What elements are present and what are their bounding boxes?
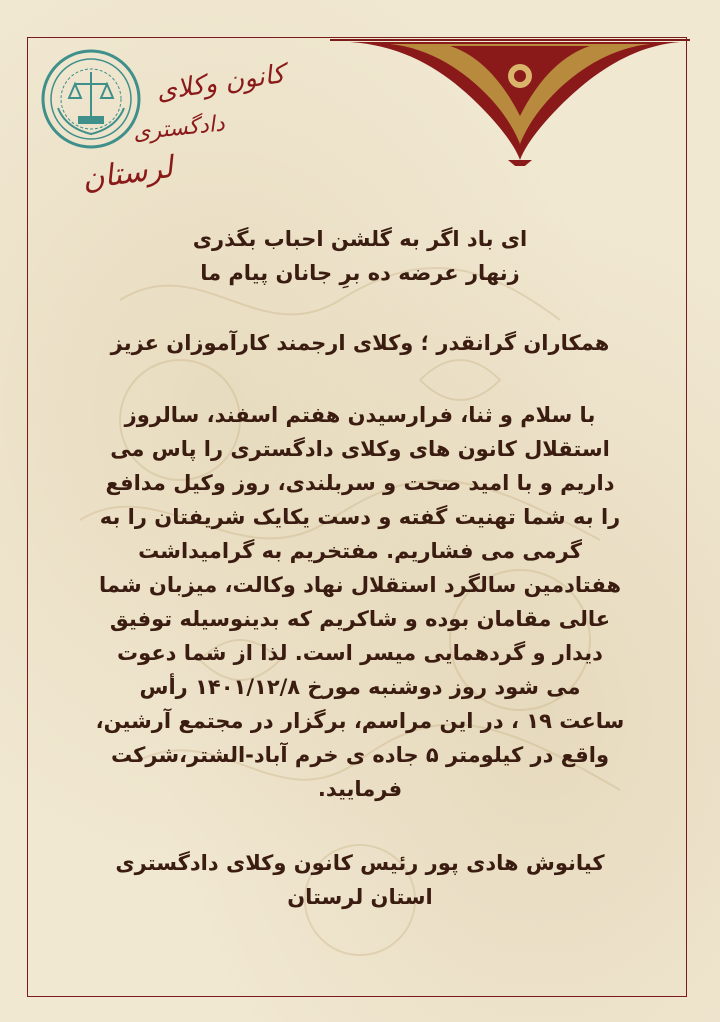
org-name-line1: کانون وکلای bbox=[154, 59, 287, 107]
signature-line: استان لرستان bbox=[287, 885, 433, 909]
org-name-line3: لرستان bbox=[79, 149, 175, 198]
body-line: هفتادمین سالگرد استقلال نهاد وکالت، میزبان شما bbox=[98, 573, 622, 597]
body-line: گرمی می فشاریم. مفتخریم به گرامیداشت bbox=[138, 539, 582, 563]
body-line: واقع در کیلومتر ۵ جاده ی خرم آباد-الشتر،شرکت bbox=[110, 743, 610, 767]
body-line: استقلال کانون های وکلای دادگستری را پاس می bbox=[110, 437, 610, 461]
corner-ornament bbox=[330, 36, 690, 166]
org-name-line2: دادگستری bbox=[132, 111, 227, 146]
signature-line: کیانوش هادی پور رئیس کانون وکلای دادگستری bbox=[115, 851, 605, 875]
poem-line: ای باد اگر به گلشن احباب بگذری bbox=[192, 227, 528, 251]
body-line: را به شما تهنیت گفته و دست یکایک شریفتان را به bbox=[99, 505, 621, 529]
body-line: ساعت ۱۹ ، در این مراسم، برگزار در مجتمع آرشین، bbox=[95, 709, 625, 733]
organization-logo-text bbox=[55, 59, 287, 208]
poem-line: زنهار عرضه ده برِ جانان پیام ما bbox=[200, 261, 520, 285]
body-line: می شود روز دوشنبه مورخ ۱۴۰۱/۱۲/۸ رأس bbox=[139, 675, 581, 699]
body-line: با سلام و ثنا، فرارسیدن هفتم اسفند، سالروز bbox=[124, 403, 596, 427]
salutation: همکاران گرانقدر ؛ وکلای ارجمند کارآموزان عزیز bbox=[110, 331, 610, 355]
body-line: دیدار و گردهمایی میسر است. لذا از شما دعوت bbox=[117, 641, 603, 665]
body-line: داریم و با امید صحت و سربلندی، روز وکیل مدافع bbox=[105, 471, 615, 495]
body-line: فرمایید. bbox=[317, 777, 403, 801]
letter-content bbox=[52, 222, 668, 914]
body-line: عالی مقامان بوده و شاکریم که بدینوسیله توفیق bbox=[109, 607, 611, 631]
